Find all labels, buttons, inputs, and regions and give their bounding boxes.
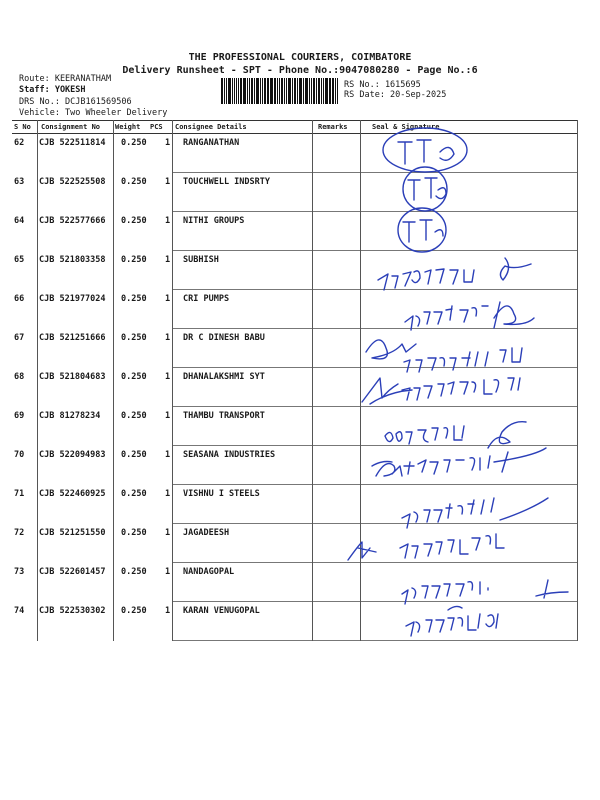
col-header-consignment: Consignment No (41, 123, 101, 131)
barcode-bar (221, 78, 223, 104)
cell-sno: 74 (14, 606, 25, 616)
cell-pcs: 1 (165, 138, 171, 148)
barcode-bar (330, 78, 331, 104)
barcode-bar (325, 78, 328, 104)
cell-consignee: SUBHISH (183, 255, 219, 265)
route-label: Route: KEERANATHAM (19, 74, 112, 84)
barcode-bar (294, 78, 296, 104)
cell-pcs: 1 (165, 177, 171, 187)
table-row (12, 446, 577, 485)
cell-weight: 0.250 (121, 216, 147, 226)
cell-pcs: 1 (165, 450, 171, 460)
rs-number: RS No.: 1615695 (344, 80, 421, 90)
barcode-bar (288, 78, 291, 104)
barcode-bar (297, 78, 298, 104)
barcode-bar (303, 78, 304, 104)
cell-weight: 0.250 (121, 411, 147, 421)
barcode-bar (281, 78, 283, 104)
barcode-bar (240, 78, 242, 104)
table-row (12, 368, 577, 407)
cell-consignee: CRI PUMPS (183, 294, 230, 304)
cell-weight: 0.250 (121, 372, 147, 382)
barcode-bar (313, 78, 315, 104)
table-row (12, 407, 577, 446)
barcode-bar (224, 78, 225, 104)
cell-weight: 0.250 (121, 177, 147, 187)
barcode-bar (254, 78, 255, 104)
table-row (12, 602, 577, 641)
cell-consignment: CJB 521804683 (39, 372, 106, 382)
barcode-bar (268, 78, 269, 104)
table-row (12, 563, 577, 602)
cell-pcs: 1 (165, 528, 171, 538)
barcode-bar (260, 78, 261, 104)
table-row (12, 173, 577, 212)
cell-consignment: CJB 522577666 (39, 216, 106, 226)
cell-weight: 0.250 (121, 567, 147, 577)
cell-consignee: NITHI GROUPS (183, 216, 245, 226)
barcode-bar (236, 78, 237, 104)
cell-sno: 66 (14, 294, 25, 304)
column-rule (172, 120, 173, 641)
barcode-bar (270, 78, 273, 104)
cell-consignment: CJB 521251550 (39, 528, 106, 538)
cell-sno: 63 (14, 177, 25, 187)
table-row (12, 251, 577, 290)
barcode-bar (267, 78, 268, 104)
table-row (12, 212, 577, 251)
cell-consignment: CJB 522460925 (39, 489, 106, 499)
cell-pcs: 1 (165, 606, 171, 616)
cell-consignment: CJB 521251666 (39, 333, 106, 343)
barcode-bar (286, 78, 287, 104)
cell-consignment: CJB 521803358 (39, 255, 106, 265)
cell-consignee: NANDAGOPAL (183, 567, 235, 577)
barcode-bar (228, 78, 231, 104)
barcode-bar (321, 78, 322, 104)
cell-weight: 0.250 (121, 606, 147, 616)
row-divider (172, 640, 577, 641)
cell-consignee: THAMBU TRANSPORT (183, 411, 265, 421)
cell-consignment: CJB 522530302 (39, 606, 106, 616)
barcode-bar (309, 78, 310, 104)
table-row (12, 524, 577, 563)
cell-consignment: CJB 522511814 (39, 138, 106, 148)
company-title: THE PROFESSIONAL COURIERS, COIMBATORE (188, 52, 412, 63)
barcode-bar (337, 78, 338, 104)
barcode-bar (238, 78, 239, 104)
cell-consignment: CJB 521977024 (39, 294, 106, 304)
cell-pcs: 1 (165, 567, 171, 577)
barcode-bar (262, 78, 263, 104)
runsheet-subtitle: Delivery Runsheet - SPT - Phone No.:9047080280 - Page No.:6 (122, 65, 478, 76)
cell-consignee: DHANALAKSHMI SYT (183, 372, 265, 382)
cell-consignment: CJB 522525508 (39, 177, 106, 187)
barcode (221, 78, 339, 104)
table-row (12, 329, 577, 368)
cell-consignee: TOUCHWELL INDSRTY (183, 177, 270, 187)
drs-number: DRS No.: DCJB161569506 (19, 97, 132, 107)
cell-sno: 69 (14, 411, 25, 421)
barcode-bar (232, 78, 233, 104)
col-header-signature: Seal & Signature (372, 123, 440, 131)
barcode-bar (316, 78, 317, 104)
col-header-sno: S No (14, 123, 31, 131)
cell-consignee: KARAN VENUGOPAL (183, 606, 260, 616)
cell-consignment: CJB 522601457 (39, 567, 106, 577)
barcode-bar (318, 78, 320, 104)
barcode-bar (277, 78, 278, 104)
cell-consignee: SEASANA INDUSTRIES (183, 450, 276, 460)
cell-weight: 0.250 (121, 294, 147, 304)
col-header-pcs: PCS (150, 123, 163, 131)
barcode-bar (264, 78, 266, 104)
barcode-bar (300, 78, 302, 104)
barcode-bar (234, 78, 236, 104)
cell-consignment: CJB 522094983 (39, 450, 106, 460)
cell-weight: 0.250 (121, 450, 147, 460)
col-header-consignee: Consignee Details (175, 123, 247, 131)
cell-pcs: 1 (165, 372, 171, 382)
column-rule (360, 120, 361, 641)
barcode-bar (305, 78, 308, 104)
vehicle-label: Vehicle: Two Wheeler Delivery (19, 108, 168, 118)
barcode-bar (299, 78, 300, 104)
column-rule (37, 120, 38, 641)
barcode-bar (279, 78, 280, 104)
column-rule (312, 120, 313, 641)
col-header-remarks: Remarks (318, 123, 348, 131)
column-rule (113, 120, 114, 641)
barcode-bar (256, 78, 259, 104)
barcode-bar (243, 78, 246, 104)
cell-consignee: DR C DINESH BABU (183, 333, 265, 343)
cell-consignment: CJB 81278234 (39, 411, 101, 421)
cell-pcs: 1 (165, 216, 171, 226)
barcode-bar (251, 78, 253, 104)
barcode-bar (335, 78, 336, 104)
barcode-bar (311, 78, 312, 104)
cell-pcs: 1 (165, 411, 171, 421)
cell-pcs: 1 (165, 294, 171, 304)
barcode-bar (274, 78, 276, 104)
barcode-bar (323, 78, 324, 104)
cell-weight: 0.250 (121, 333, 147, 343)
cell-weight: 0.250 (121, 255, 147, 265)
barcode-bar (329, 78, 330, 104)
cell-consignee: JAGADEESH (183, 528, 230, 538)
col-header-weight: Weight (115, 123, 141, 131)
cell-pcs: 1 (165, 255, 171, 265)
table-row (12, 134, 577, 173)
cell-sno: 68 (14, 372, 25, 382)
cell-consignee: RANGANATHAN (183, 138, 240, 148)
cell-consignee: VISHNU I STEELS (183, 489, 260, 499)
staff-label: Staff: YOKESH (19, 85, 86, 95)
barcode-bar (332, 78, 334, 104)
cell-sno: 62 (14, 138, 25, 148)
cell-sno: 71 (14, 489, 25, 499)
barcode-bar (247, 78, 248, 104)
cell-sno: 70 (14, 450, 25, 460)
cell-pcs: 1 (165, 489, 171, 499)
cell-sno: 64 (14, 216, 25, 226)
barcode-bar (249, 78, 250, 104)
rs-date: RS Date: 20-Sep-2025 (344, 90, 447, 100)
cell-sno: 73 (14, 567, 25, 577)
barcode-bar (284, 78, 285, 104)
cell-pcs: 1 (165, 333, 171, 343)
barcode-bar (226, 78, 227, 104)
cell-weight: 0.250 (121, 138, 147, 148)
table-row (12, 290, 577, 329)
cell-sno: 65 (14, 255, 25, 265)
cell-weight: 0.250 (121, 489, 147, 499)
column-rule (577, 120, 578, 641)
cell-sno: 67 (14, 333, 25, 343)
barcode-bar (292, 78, 293, 104)
cell-sno: 72 (14, 528, 25, 538)
table-row (12, 485, 577, 524)
cell-weight: 0.250 (121, 528, 147, 538)
